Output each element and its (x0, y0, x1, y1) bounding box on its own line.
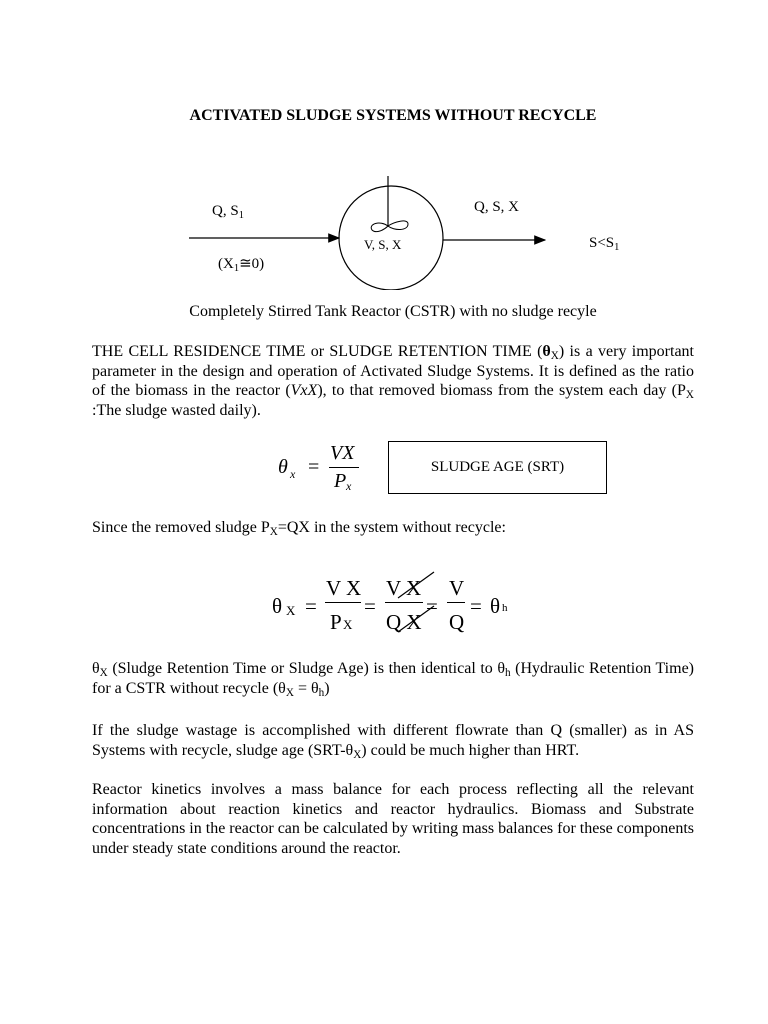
paragraph-sludge-wastage: If the sludge wastage is accomplished with different flowrate than Q (smaller) as in AS Systems with recycle, sludge age $(SRT-\theta_X)$ could be much higher than HRT. (92, 722, 694, 761)
equation-sludge-age: θ x = VX P x (278, 442, 368, 498)
inflow-label: Q, $S_1$ (212, 203, 244, 221)
outflow-label: Q, S, X (474, 199, 520, 215)
paragraph-identical-to-hrt: $\theta_X$ (Sludge Retention Time or Sludge Age) is then identical to $\theta_h$ (Hydraulic Retention Time) for a CSTR without recycle $(\theta_X = \theta_h)$ (92, 660, 694, 699)
equation-theta-x-equals-theta-h: θ X = V X P X = V X Q X = V Q = θ h (272, 570, 522, 642)
impeller-icon (371, 221, 408, 232)
paragraph-removed-sludge: Since the removed sludge $P_X=QX$ in the system without recycle: (92, 519, 506, 538)
inflow-note: $(X_1≅0)$ (218, 256, 265, 274)
page-title: ACTIVATED SLUDGE SYSTEMS WITHOUT RECYCLE (189, 107, 597, 124)
paragraph-reactor-kinetics: Reactor kinetics involves a mass balance for each process reflecting all the relevant information about reaction kinetics and reactor hydraulics. Biomass and Substrate concentrations in the reactor can be calculated by writing mass balances for these components under steady state conditions around the reactor. (92, 781, 694, 857)
paragraph-cell-residence-time: THE CELL RESIDENCE TIME or SLUDGE RETENTION TIME $(\theta_X)$ is a very important parameter in the design and operation of Activated Sludge Systems. It is defined as the ratio of the biomass in the reactor (VxX), to that removed biomass from the system each day ($P_X$ :The sludge wasted daily). (92, 343, 694, 419)
diagram-caption: Completely Stirred Tank Reactor (CSTR) with no sludge recyle (189, 303, 597, 320)
reactor-label: V, S, X (364, 237, 402, 252)
effluent-label: $S<S_1$ (589, 235, 620, 253)
sludge-age-box: SLUDGE AGE (SRT) (388, 441, 607, 494)
